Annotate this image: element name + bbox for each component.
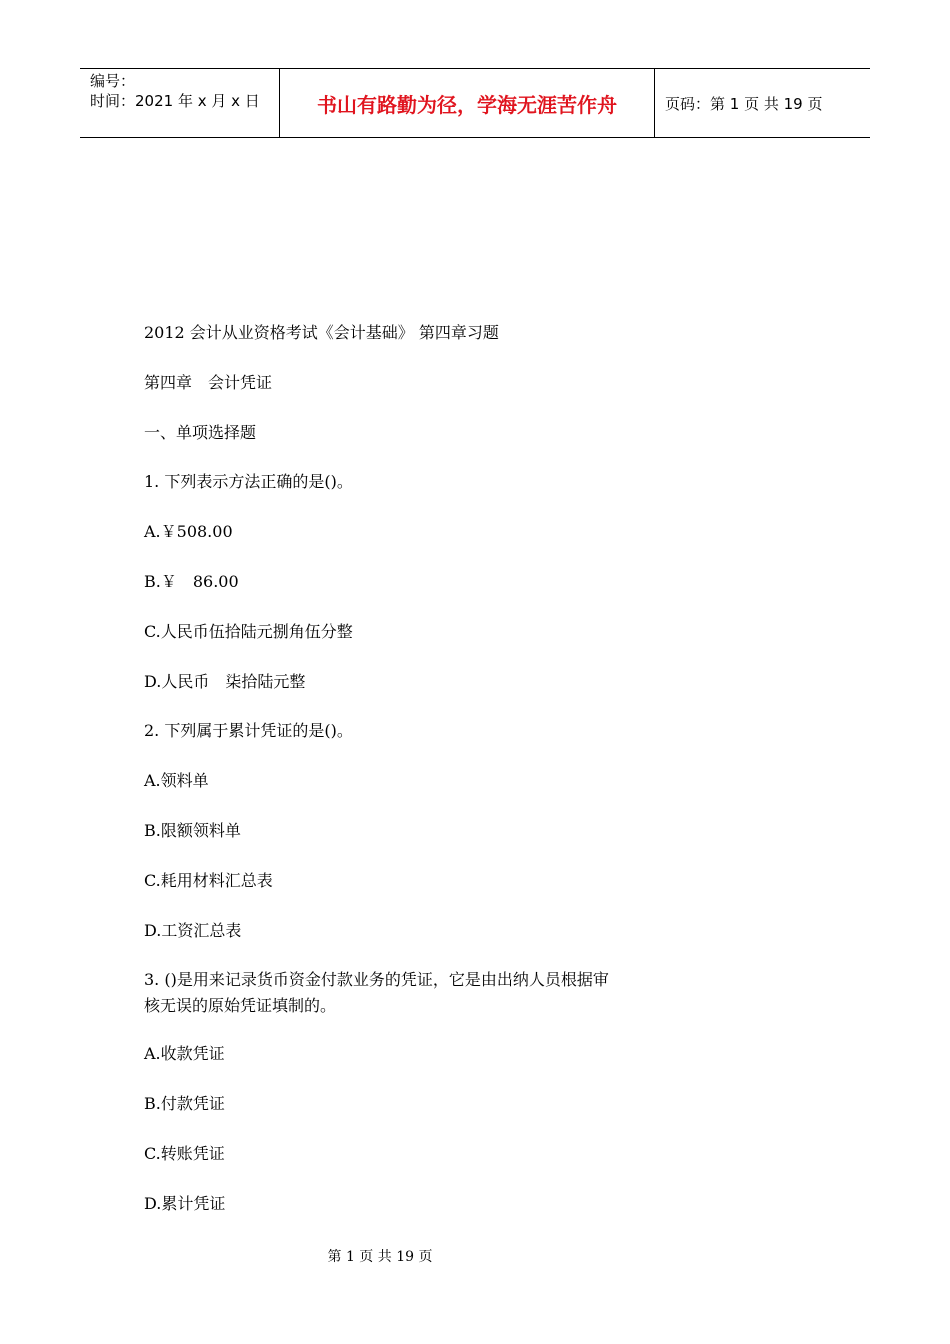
document-title: 2012 会计从业资格考试《会计基础》 第四章习题 — [144, 323, 499, 342]
question-1: 1. 下列表示方法正确的是()。 — [144, 472, 353, 492]
section-heading: 一、单项选择题 — [144, 422, 257, 442]
question-2-option-b: B.限额领料单 — [144, 820, 241, 840]
number-label: 编号： — [90, 72, 136, 90]
question-3-line-1: 3. ()是用来记录货币资金付款业务的凭证，它是由出纳人员根据审 — [144, 970, 609, 990]
document-body — [144, 320, 634, 1241]
question-1-option-c: C.人民币伍拾陆元捌角伍分整 — [144, 621, 353, 641]
header-page-info: 页码：第 1 页 共 19 页 — [665, 94, 823, 113]
question-2: 2. 下列属于累计凭证的是()。 — [144, 721, 353, 741]
question-1-option-d: D.人民币 柒拾陆元整 — [144, 671, 306, 691]
chapter-heading: 第四章 会计凭证 — [144, 372, 273, 392]
footer-page-number: 第 1 页 共 19 页 — [327, 1249, 433, 1265]
header-meta — [80, 69, 280, 137]
question-1-option-a: A.￥508.00 — [144, 522, 233, 542]
question-3-option-d: D.累计凭证 — [144, 1193, 226, 1213]
header-motto: 书山有路勤为径，学海无涯苦作舟 — [280, 69, 655, 137]
question-1-option-b: B.￥ 86.00 — [144, 571, 239, 591]
question-2-option-c: C.耗用材料汇总表 — [144, 870, 273, 890]
question-2-option-d: D.工资汇总表 — [144, 920, 242, 940]
question-3-option-c: C.转账凭证 — [144, 1143, 225, 1163]
question-3-line-2: 核无误的原始凭证填制的。 — [144, 996, 337, 1016]
time-label: 时间：2021 年 x 月 x 日 — [90, 92, 260, 110]
question-3 — [144, 967, 634, 1041]
question-2-option-a: A.领料单 — [144, 771, 209, 791]
page-footer — [0, 1246, 950, 1266]
question-3-option-a: A.收款凭证 — [144, 1044, 225, 1064]
question-3-option-b: B.付款凭证 — [144, 1094, 225, 1114]
page-header — [80, 68, 870, 138]
